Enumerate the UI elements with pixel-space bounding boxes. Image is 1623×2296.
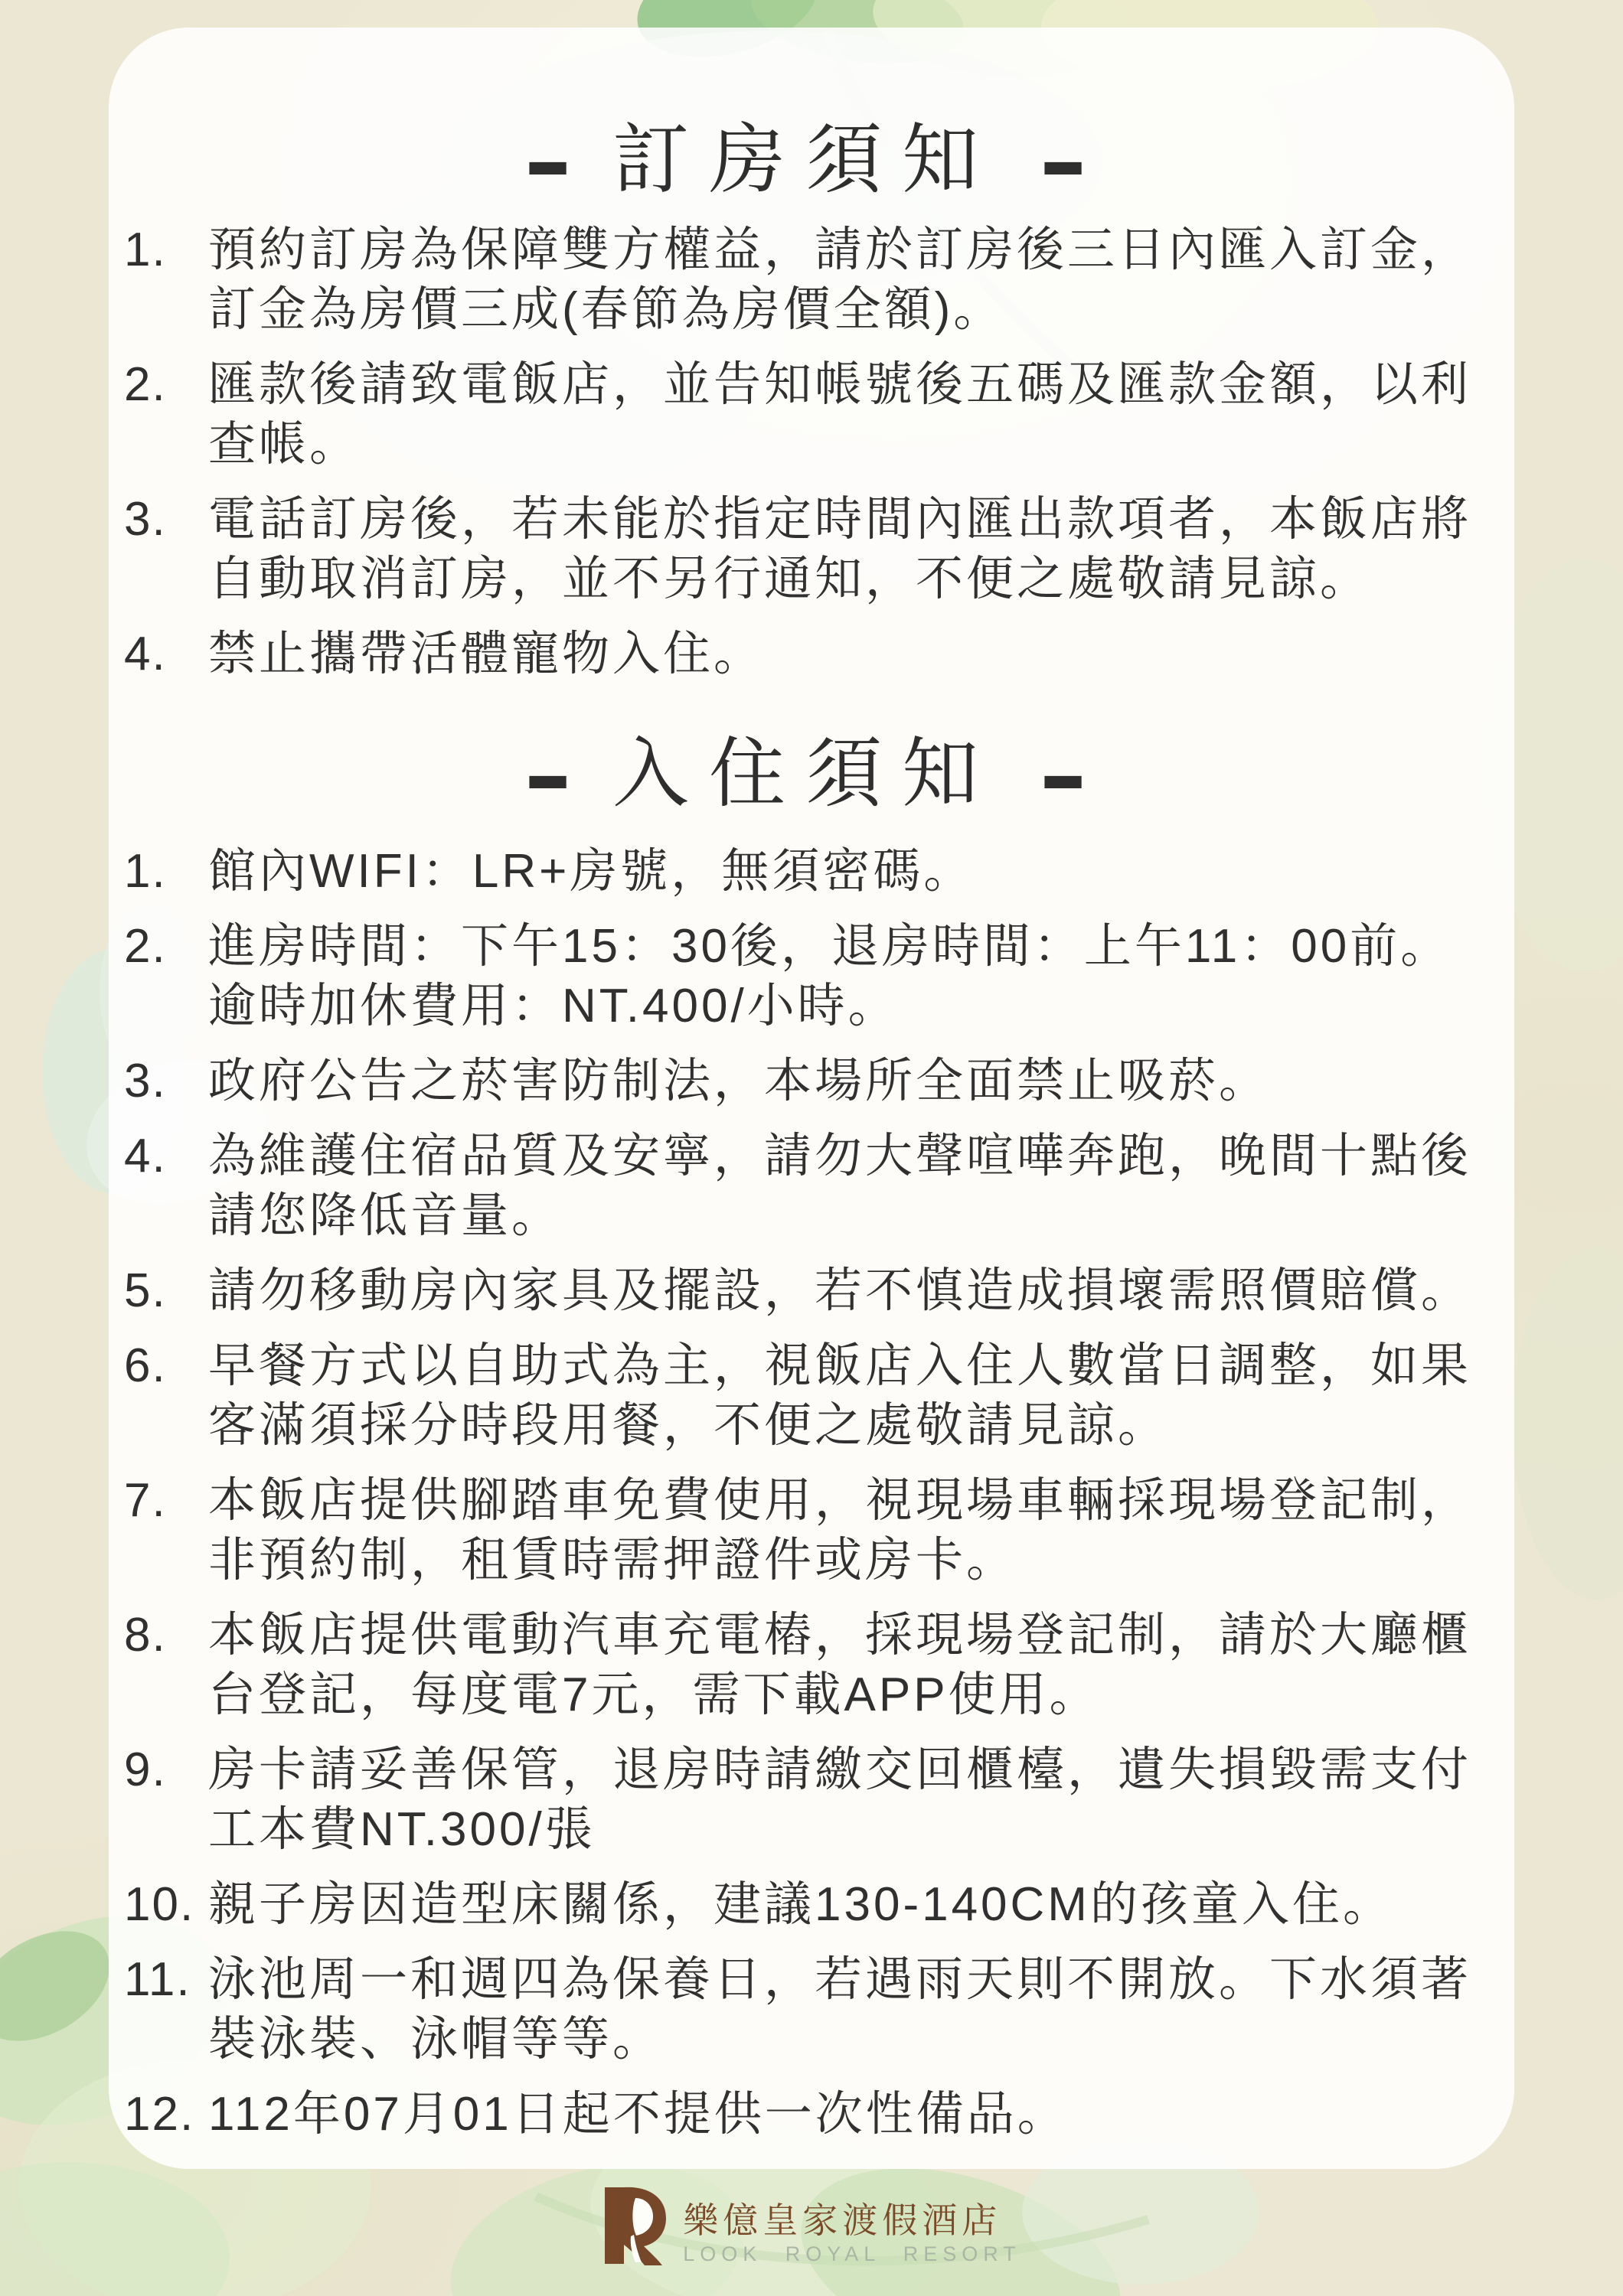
- item-number: 12.: [124, 2088, 195, 2141]
- item-text: 泳池周一和週四為保養日，若遇雨天則不開放。下水須著裝泳裝、泳帽等等。: [208, 1953, 1472, 2066]
- item-text: 電話訂房後，若未能於指定時間內匯出款項者，本飯店將自動取消訂房，並不另行通知，不便之處敬請見諒。: [208, 493, 1472, 605]
- section-title-text: 入住須知: [612, 731, 998, 817]
- item-number: 8.: [124, 1609, 167, 1662]
- item-text: 館內WIFI：LR+房號，無須密碼。: [208, 845, 975, 898]
- list-item: [124, 2085, 1487, 2144]
- list-item: [124, 1471, 1487, 1590]
- title-dash-right: -: [1039, 716, 1088, 832]
- item-text: 本飯店提供電動汽車充電樁，採現場登記制，請於大廳櫃台登記，每度電7元，需下載APP使用。: [208, 1609, 1472, 1721]
- item-number: 3.: [124, 1055, 167, 1107]
- item-text: 請勿移動房內家具及擺設，若不慎造成損壞需照價賠償。: [208, 1264, 1472, 1317]
- item-number: 1.: [124, 223, 167, 276]
- list-item: [124, 220, 1487, 340]
- section-title-checkin: [124, 716, 1487, 832]
- item-text: 預約訂房為保障雙方權益，請於訂房後三日內匯入訂金，訂金為房價三成(春節為房價全額)。: [208, 223, 1472, 336]
- list-item: [124, 625, 1487, 684]
- list-item: [124, 1127, 1487, 1246]
- item-number: 9.: [124, 1743, 167, 1796]
- section-title-text: 訂房須知: [612, 117, 998, 203]
- item-text: 本飯店提供腳踏車免費使用，視現場車輛採現場登記制，非預約制，租賃時需押證件或房卡。: [208, 1474, 1472, 1587]
- list-item: [124, 1950, 1487, 2069]
- section-title-booking: [124, 102, 1487, 218]
- hotel-logo: [0, 2186, 1623, 2265]
- item-text: 禁止攜帶活體寵物入住。: [208, 628, 765, 680]
- item-text: 政府公告之菸害防制法，本場所全面禁止吸菸。: [208, 1055, 1270, 1107]
- logo-text-block: [683, 2203, 1021, 2265]
- title-dash-left: -: [523, 716, 572, 832]
- item-text: 進房時間：下午15：30後，退房時間：上午11：00前。逾時加休費用：NT.400/小時。: [208, 920, 1452, 1032]
- list-item: [124, 1336, 1487, 1456]
- item-number: 10.: [124, 1878, 195, 1931]
- logo-lr-monogram-icon: [602, 2186, 672, 2265]
- item-number: 2.: [124, 920, 167, 973]
- item-number: 2.: [124, 358, 167, 411]
- item-number: 6.: [124, 1339, 167, 1392]
- list-item: [124, 1052, 1487, 1111]
- item-number: 1.: [124, 845, 167, 898]
- item-text: 為維護住宿品質及安寧，請勿大聲喧嘩奔跑，晚間十點後請您降低音量。: [208, 1130, 1472, 1242]
- item-text: 親子房因造型床關係，建議130-140CM的孩童入住。: [208, 1878, 1393, 1931]
- item-number: 11.: [124, 1953, 191, 2006]
- list-item: [124, 355, 1487, 475]
- logo-name-zh: 樂億皇家渡假酒店: [683, 2201, 1002, 2240]
- list-item: [124, 1740, 1487, 1860]
- list-item: [124, 917, 1487, 1036]
- list-item: [124, 842, 1487, 902]
- item-text: 早餐方式以自助式為主，視飯店入住人數當日調整，如果客滿須採分時段用餐，不便之處敬請見諒。: [208, 1339, 1472, 1452]
- list-item: [124, 1606, 1487, 1725]
- list-item: [124, 1875, 1487, 1935]
- item-text: 112年07月01日起不提供一次性備品。: [208, 2088, 1068, 2141]
- item-number: 4.: [124, 1130, 167, 1182]
- title-dash-right: -: [1039, 102, 1088, 218]
- item-text: 房卡請妥善保管，退房時請繳交回櫃檯，遺失損毀需支付工本費NT.300/張: [208, 1743, 1472, 1856]
- item-text: 匯款後請致電飯店，並告知帳號後五碼及匯款金額，以利查帳。: [208, 358, 1472, 471]
- title-dash-left: -: [523, 102, 572, 218]
- item-number: 5.: [124, 1264, 167, 1317]
- list-item: [124, 1261, 1487, 1321]
- item-number: 3.: [124, 493, 167, 546]
- list-item: [124, 490, 1487, 609]
- notice-card: [109, 28, 1514, 2169]
- item-number: 7.: [124, 1474, 167, 1527]
- item-number: 4.: [124, 628, 167, 680]
- logo-name-en: LOOK ROYAL RESORT: [683, 2242, 1021, 2265]
